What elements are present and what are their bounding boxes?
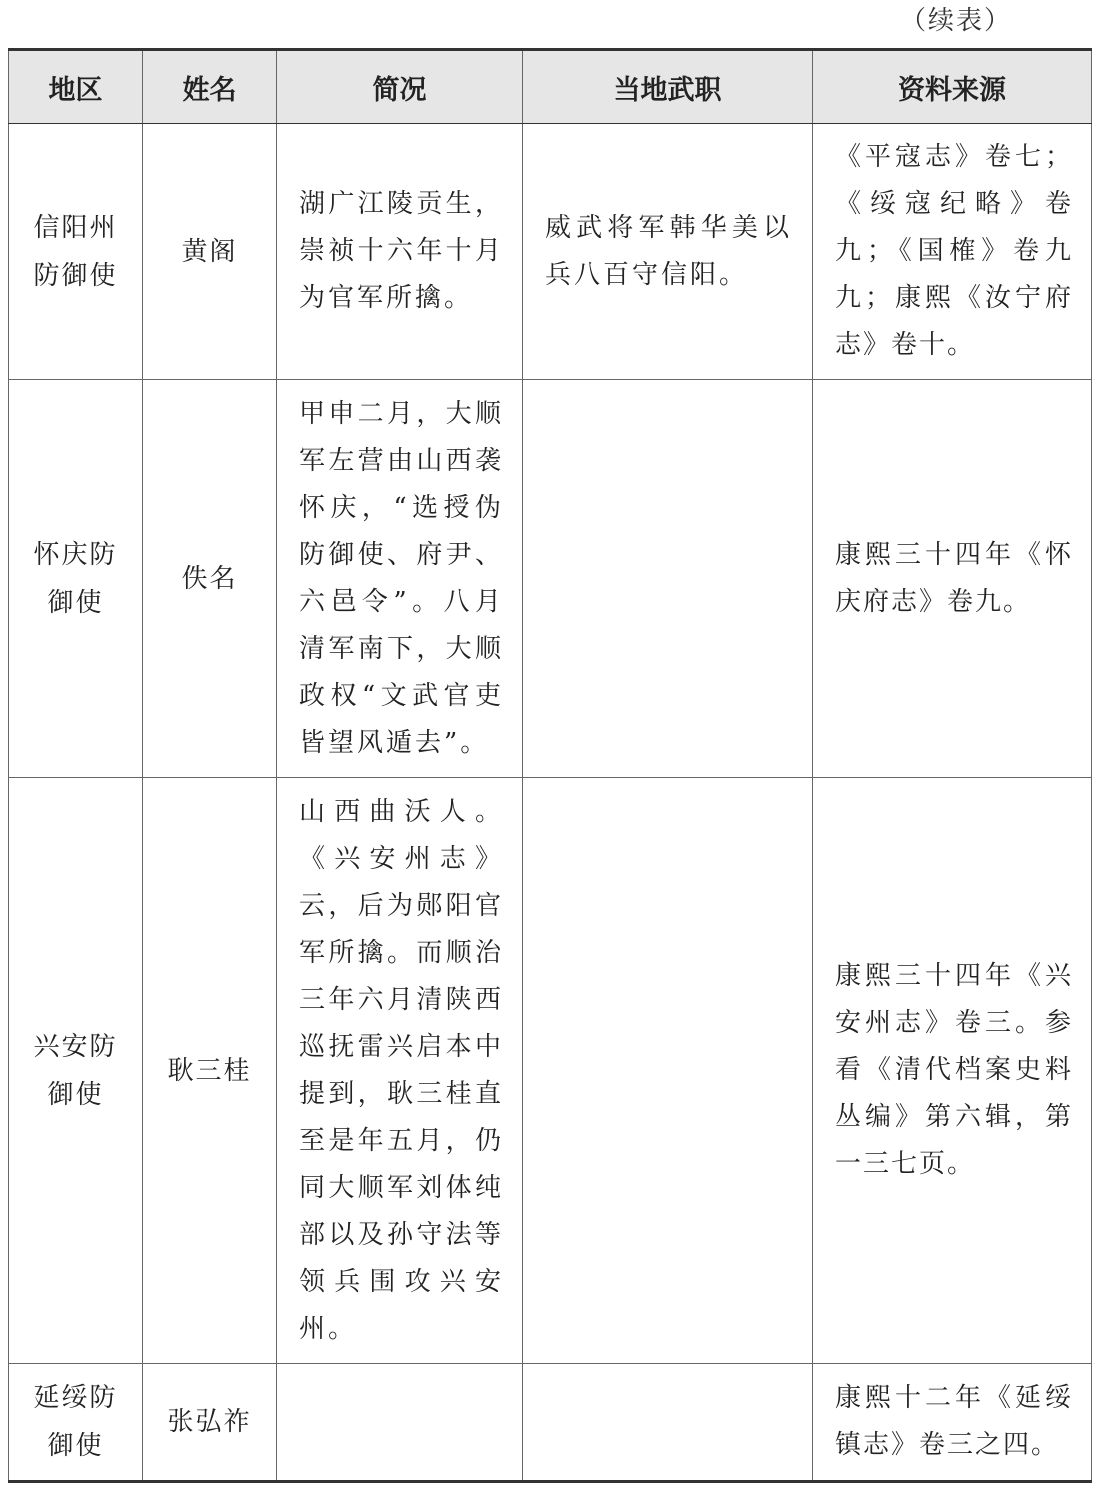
local-post-cell — [523, 380, 813, 778]
region-cell — [9, 1364, 143, 1482]
source-cell: 《平寇志》卷七；《绥寇纪略》卷九；《国榷》卷九九；康熙《汝宁府志》卷十。 — [813, 124, 1092, 380]
header-local-post: 当地武职 — [523, 50, 813, 124]
source-cell: 康熙三十四年《怀庆府志》卷九。 — [813, 380, 1092, 778]
summary-cell — [277, 1364, 523, 1482]
summary-cell: 甲申二月，大顺军左营由山西袭怀庆，“选授伪防御使、府尹、六邑令”。八月清军南下，大顺政权“文武官吏皆望风遁去”。 — [277, 380, 523, 778]
summary-cell: 山西曲沃人。《兴安州志》云，后为郧阳官军所擒。而顺治三年六月清陕西巡抚雷兴启本中提到，耿三桂直至是年五月，仍同大顺军刘体纯部以及孙守法等领兵围攻兴安州。 — [277, 778, 523, 1364]
summary-cell: 湖广江陵贡生，崇祯十六年十月为官军所擒。 — [277, 124, 523, 380]
officials-table — [8, 48, 1092, 1483]
source-cell: 康熙三十四年《兴安州志》卷三。参看《清代档案史料丛编》第六辑，第一三七页。 — [813, 778, 1092, 1364]
source-cell: 康熙十二年《延绥镇志》卷三之四。 — [813, 1364, 1092, 1482]
local-post-cell: 威武将军韩华美以兵八百守信阳。 — [523, 124, 813, 380]
header-name: 姓名 — [143, 50, 277, 124]
region-text: 延绥防御使 — [33, 1383, 118, 1461]
local-post-cell — [523, 1364, 813, 1482]
table-row — [9, 124, 1092, 380]
region-cell — [9, 380, 143, 778]
table-row — [9, 778, 1092, 1364]
region-cell — [9, 778, 143, 1364]
name-cell: 张弘祚 — [143, 1364, 277, 1482]
region-text: 怀庆防御使 — [33, 539, 118, 618]
name-cell: 黄阁 — [143, 124, 277, 380]
name-cell: 佚名 — [143, 380, 277, 778]
region-text: 兴安防御使 — [33, 1031, 118, 1110]
table-header-row — [9, 50, 1092, 124]
region-cell — [9, 124, 143, 380]
header-region: 地区 — [9, 50, 143, 124]
region-text: 信阳州防御使 — [33, 212, 118, 291]
local-post-cell — [523, 778, 813, 1364]
name-cell: 耿三桂 — [143, 778, 277, 1364]
table-row — [9, 380, 1092, 778]
continuation-label: （续表） — [900, 6, 1013, 36]
table-row — [9, 1364, 1092, 1482]
header-summary: 简况 — [277, 50, 523, 124]
header-source: 资料来源 — [813, 50, 1092, 124]
